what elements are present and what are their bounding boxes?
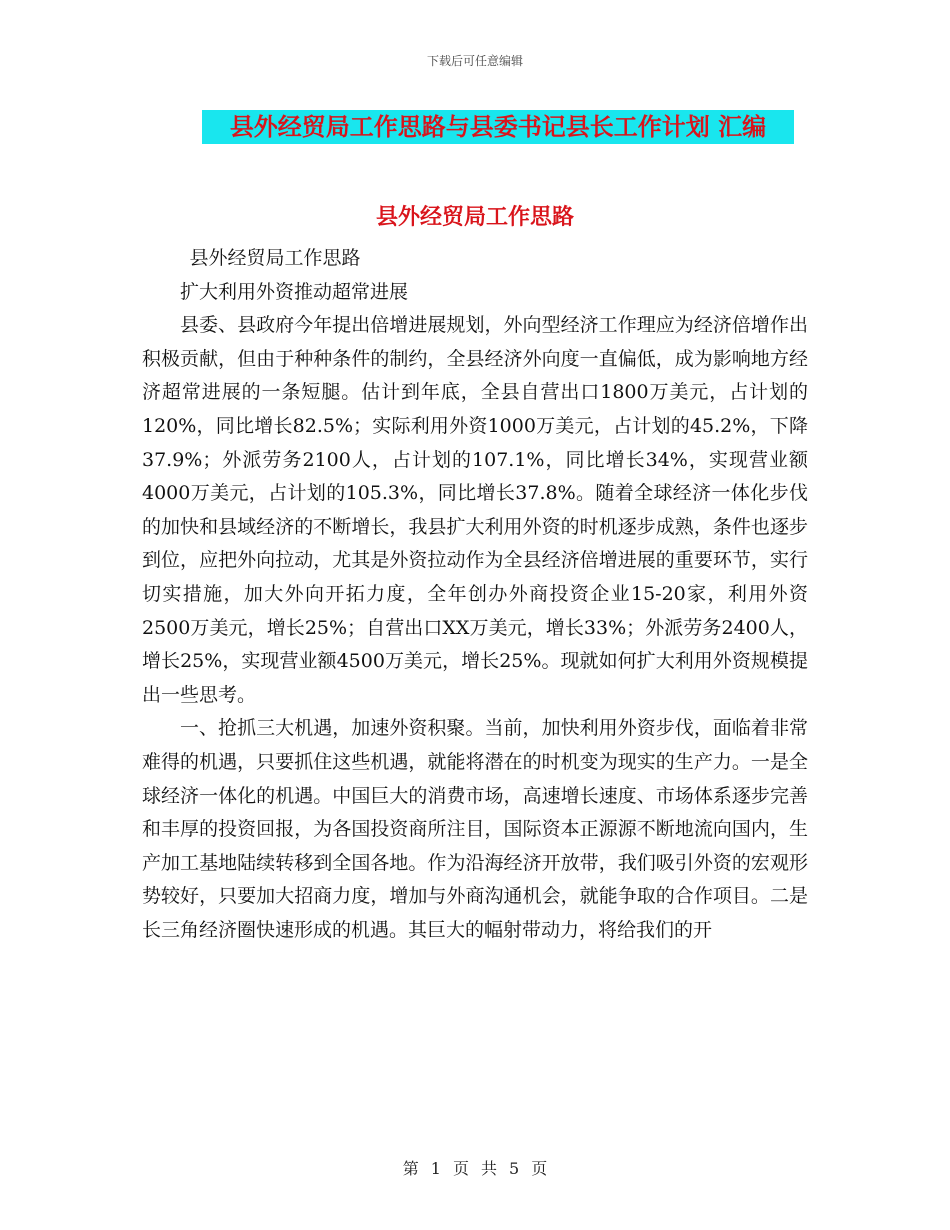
- footer-page-total: 5: [509, 1159, 520, 1178]
- paragraph-subtitle-2: 扩大利用外资推动超常进展: [180, 280, 409, 303]
- page-footer: [0, 1156, 950, 1179]
- footer-page-label: 页: [452, 1159, 469, 1178]
- paragraph-intro: 县委、县政府今年提出倍增进展规划，外向型经济工作理应为经济倍增作出积极贡献，但由于种种条件的制约，全县经济外向度一直偏低，成为影响地方经济超常进展的一条短腿。估计到年底，全县自营出口1800万美元，占计划的120%，同比增长82.5%；实际利用外资1000万美元，占计划的45.2%，下降37.9%；外派劳务2100人，占计划的107.1%，同比增长34%，实现营业额4000万美元，占计划的105.3%，同比增长37.8%。随着全球经济一体化步伐的加快和县域经济的不断增长，我县扩大利用外资的时机逐步成熟，条件也逐步到位，应把外向拉动，尤其是外资拉动作为全县经济倍增进展的重要环节，实行切实措施，加大外向开拓力度，全年创办外商投资企业15-20家，利用外资2500万美元，增长25%；自营出口XX万美元，增长33%；外派劳务2400人，增长25%，实现营业额4500万美元，增长25%。现就如何扩大利用外资规模提出一些思考。: [142, 314, 808, 706]
- section-title: 县外经贸局工作思路: [375, 204, 574, 230]
- paragraph-subtitle-1: 县外经贸局工作思路: [189, 247, 361, 269]
- main-title: 县外经贸局工作思路与县委书记县长工作计划 汇编: [202, 110, 794, 144]
- footer-suffix: 页: [531, 1159, 548, 1178]
- document-body: [142, 242, 808, 947]
- footer-total-prefix: 共: [481, 1159, 498, 1178]
- header-note: 下载后可任意编辑: [426, 54, 523, 68]
- footer-prefix: 第: [402, 1159, 419, 1178]
- footer-page-number: 1: [430, 1159, 441, 1178]
- paragraph-section-one: 一、抢抓三大机遇，加速外资积聚。当前，加快利用外资步伐，面临着非常难得的机遇，只要抓住这些机遇，就能将潜在的时机变为现实的生产力。一是全球经济一体化的机遇。中国巨大的消费市场，高速增长速度、市场体系逐步完善和丰厚的投资回报，为各国投资商所注目，国际资本正源源不断地流向国内，生产加工基地陆续转移到全国各地。作为沿海经济开放带，我们吸引外资的宏观形势较好，只要加大招商力度，增加与外商沟通机会，就能争取的合作项目。二是长三角经济圈快速形成的机遇。其巨大的幅射带动力，将给我们的开: [142, 717, 808, 941]
